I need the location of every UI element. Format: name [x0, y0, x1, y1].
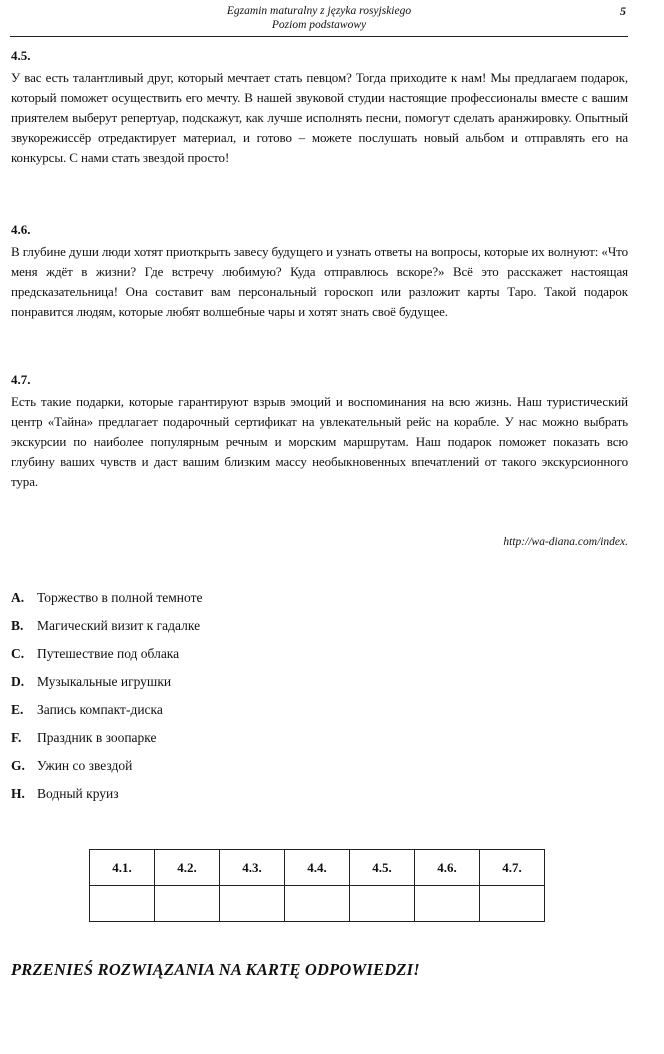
section-label: 4.6. [11, 222, 31, 237]
source-citation: http://wa-diana.com/index. [503, 536, 628, 548]
page-header [10, 2, 628, 37]
answer-header-4-2: 4.2. [155, 850, 220, 886]
option-h [11, 784, 511, 812]
section-label: 4.5. [11, 48, 31, 63]
answer-header-4-7: 4.7. [480, 850, 545, 886]
option-letter: D. [11, 674, 25, 689]
answer-table [89, 849, 545, 922]
option-letter: B. [11, 618, 24, 633]
option-letter: E. [11, 702, 24, 717]
option-letter: F. [11, 730, 22, 745]
option-c [11, 644, 511, 672]
option-text: Водный круиз [37, 786, 119, 801]
option-text: Ужин со звездой [37, 758, 133, 773]
answer-header-4-6: 4.6. [415, 850, 480, 886]
answer-cell-4-4[interactable] [285, 886, 350, 922]
text-section-4-5 [11, 48, 628, 168]
option-letter: C. [11, 646, 25, 661]
answer-cell-4-7[interactable] [480, 886, 545, 922]
section-text: Есть такие подарки, которые гарантируют взрыв эмоций и воспоминания на всю жизнь. Наш туристический центр «Тайна» предлагает подарочный сертификат на увлекательный рейс на корабле. У нас можно выбрать экскурсии по наиболее популярным речным и морским маршрутам. Наш подарок поможет показать всю глубину ваших чувств и даст вашим близким массу необыкновенных впечатлений от такого экскурсионного тура. [11, 394, 628, 489]
answer-cell-4-2[interactable] [155, 886, 220, 922]
answer-table-header-row [90, 850, 545, 886]
option-b [11, 616, 511, 644]
option-text: Праздник в зоопарке [37, 730, 157, 745]
page-number: 5 [620, 4, 626, 18]
section-label: 4.7. [11, 372, 31, 387]
text-section-4-6 [11, 222, 628, 322]
answer-cell-4-5[interactable] [350, 886, 415, 922]
answer-cell-4-3[interactable] [220, 886, 285, 922]
answer-table-answer-row [90, 886, 545, 922]
answer-header-4-1: 4.1. [90, 850, 155, 886]
option-text: Торжество в полной темноте [37, 590, 203, 605]
option-a [11, 588, 511, 616]
text-section-4-7 [11, 372, 628, 492]
answer-header-4-5: 4.5. [350, 850, 415, 886]
exam-title-line1: Egzamin maturalny z języka rosyjskiego [226, 5, 412, 17]
option-e [11, 700, 511, 728]
option-text: Запись компакт-диска [37, 702, 163, 717]
answer-cell-4-6[interactable] [415, 886, 480, 922]
section-text: У вас есть талантливый друг, который мечтает стать певцом? Тогда приходите к нам! Мы предлагаем подарок, который поможет осуществить его мечту. В нашей звуковой студии настоящие профессионалы вместе с вашим приятелем выберут репертуар, подскажут, как лучше исполнять песни, помогут сделать аранжировку. Опытный звукорежиссёр отредактирует материал, и готово – можете послушать новый альбом и отправлять его на конкурсы. С нами стать звездой просто! [11, 70, 628, 165]
option-letter: H. [11, 786, 25, 801]
exam-title-line2: Poziom podstawowy [271, 19, 367, 31]
option-letter: G. [11, 758, 25, 773]
option-text: Музыкальные игрушки [37, 674, 172, 689]
answer-header-4-4: 4.4. [285, 850, 350, 886]
answer-header-4-3: 4.3. [220, 850, 285, 886]
section-text: В глубине души люди хотят приоткрыть завесу будущего и узнать ответы на вопросы, которые их волнуют: «Что меня ждёт в жизни? Где встречу любимую? Куда отправлюсь вскоре?» Всё это расскажет настоящая предсказательница! Она составит вам персональный гороскоп или разложит карты Таро. Такой подарок понравится людям, которые любят волшебные чары и хотят знать своё будущее. [11, 244, 628, 319]
option-text: Путешествие под облака [37, 646, 180, 661]
option-g [11, 756, 511, 784]
exam-title [10, 4, 628, 32]
transfer-answers-note: PRZENIEŚ ROZWIĄZANIA NA KARTĘ ODPOWIEDZI! [11, 960, 420, 979]
option-text: Магический визит к гадалке [37, 618, 201, 633]
answer-options-list [11, 588, 511, 812]
answer-cell-4-1[interactable] [90, 886, 155, 922]
option-f [11, 728, 511, 756]
option-d [11, 672, 511, 700]
option-letter: A. [11, 590, 25, 605]
